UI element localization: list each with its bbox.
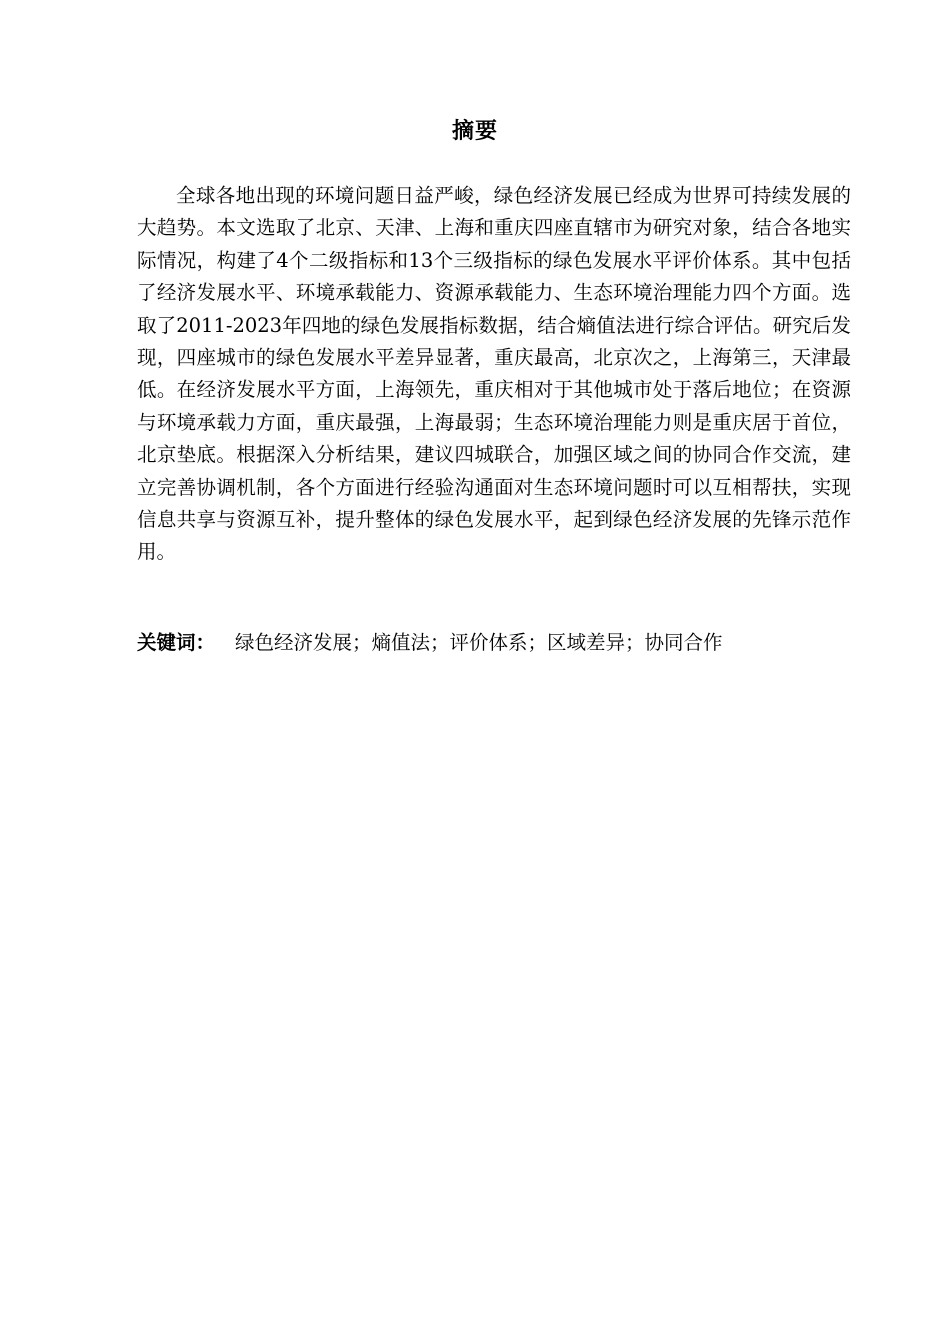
abstract-title: 摘要	[451, 119, 498, 144]
abstract-paragraph: 全球各地出现的环境问题日益严峻，绿色经济发展已经成为世界可持续发展的大趋势。本文选取了北京、天津、上海和重庆四座直辖市为研究对象，结合各地实际情况，构建了4个二级指标和13个三级指标的绿色发展水平评价体系。其中包括了经济发展水平、环境承载能力、资源承载能力、生态环境治理能力四个方面。选取了2011-2023年四地的绿色发展指标数据，结合熵值法进行综合评估。研究后发现，四座城市的绿色发展水平差异显著，重庆最高，北京次之，上海第三，天津最低。在经济发展水平方面，上海领先，重庆相对于其他城市处于落后地位；在资源与环境承载力方面，重庆最强，上海最弱；生态环境治理能力则是重庆居于首位，北京垫底。根据深入分析结果，建议四城联合，加强区域之间的协同合作交流，建立完善协调机制，各个方面进行经验沟通面对生态环境问题时可以互相帮扶，实现信息共享与资源互补，提升整体的绿色发展水平，起到绿色经济发展的先锋示范作用。	[137, 184, 851, 564]
keywords-line	[137, 626, 851, 660]
keywords-text: 绿色经济发展；熵值法；评价体系；区域差异；协同合作	[235, 631, 723, 654]
keywords-label: 关键词：	[137, 631, 216, 654]
